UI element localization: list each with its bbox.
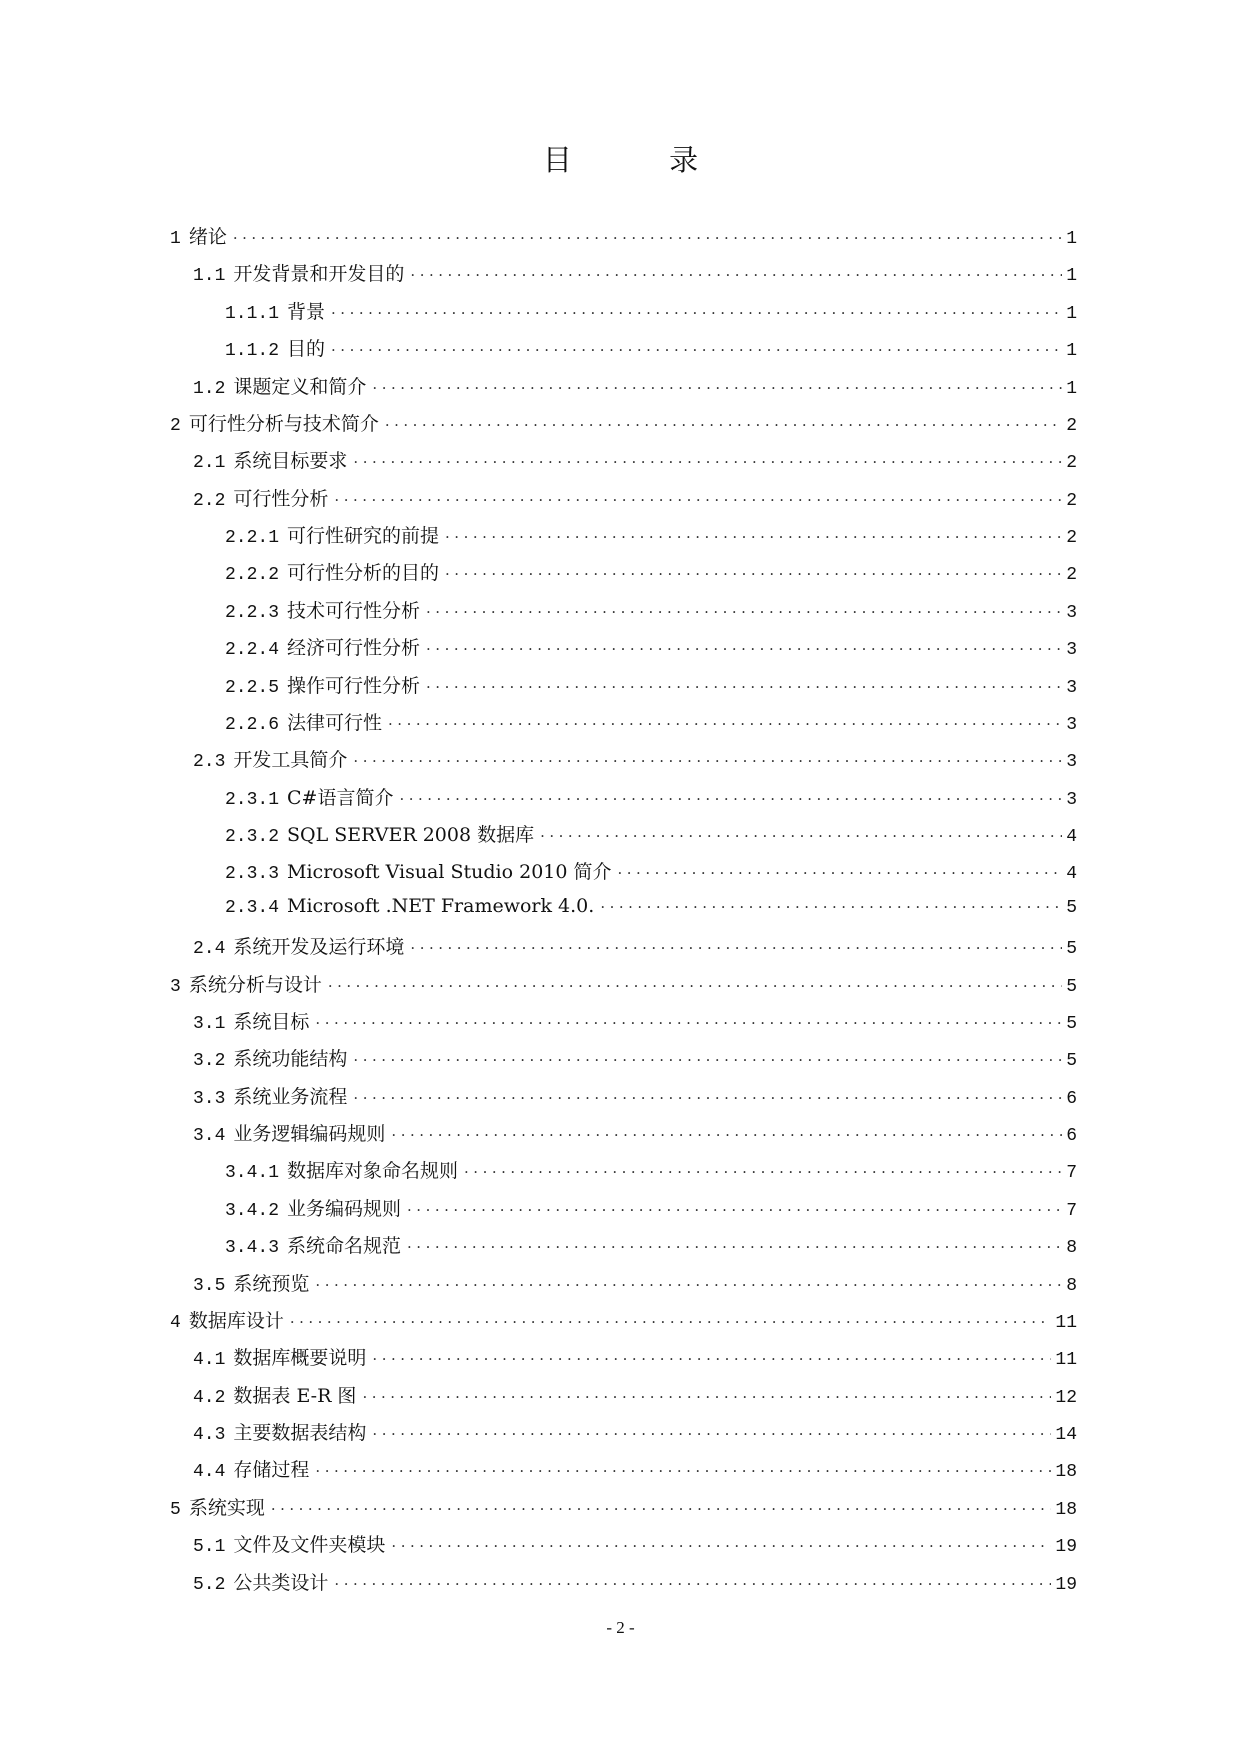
toc-entry-page: 5 xyxy=(1066,976,1077,997)
toc-dot-leader xyxy=(426,603,1062,621)
page-title: 目 录 xyxy=(542,143,743,177)
toc-entry-page: 3 xyxy=(1066,752,1077,773)
toc-entry-title: 可行性分析 xyxy=(233,487,329,510)
toc-entry[interactable] xyxy=(170,708,1077,745)
toc-entry-number: 3.4.3 xyxy=(225,1238,280,1259)
toc-entry-title: 目的 xyxy=(287,338,326,361)
toc-entry-page: 1 xyxy=(1066,378,1077,399)
toc-entry[interactable] xyxy=(170,1568,1077,1605)
toc-entry-number: 4.3 xyxy=(193,1425,226,1445)
toc-entry[interactable] xyxy=(170,745,1077,782)
toc-entry[interactable] xyxy=(170,484,1077,521)
toc-entry-title: 开发背景和开发目的 xyxy=(233,263,405,286)
toc-entry-page: 6 xyxy=(1066,1088,1077,1109)
toc-entry-page: 4 xyxy=(1066,827,1077,847)
toc-entry[interactable] xyxy=(170,1231,1077,1268)
toc-entry-title: 数据库设计 xyxy=(188,1309,284,1332)
toc-entry-title: 系统命名规范 xyxy=(287,1235,402,1258)
toc-entry-page: 4 xyxy=(1066,864,1077,885)
toc-entry-page: 8 xyxy=(1066,1238,1077,1259)
toc-dot-leader xyxy=(315,1014,1062,1032)
toc-entry[interactable] xyxy=(170,1269,1077,1306)
toc-dot-leader xyxy=(315,1462,1051,1480)
toc-entry[interactable] xyxy=(170,1530,1077,1567)
page-number: - 2 - xyxy=(606,1618,635,1637)
toc-dot-leader xyxy=(391,1126,1062,1144)
toc-dot-leader xyxy=(410,266,1062,284)
toc-entry-page: 5 xyxy=(1066,897,1077,918)
toc-entry-number: 3.4.2 xyxy=(225,1200,280,1221)
toc-entry-title: 文件及文件夹模块 xyxy=(233,1534,386,1557)
toc-entry[interactable] xyxy=(170,521,1077,558)
toc-entry-title: 可行性研究的前提 xyxy=(287,525,440,547)
toc-dot-leader xyxy=(407,1201,1062,1219)
toc-entry-title: 背景 xyxy=(287,300,326,323)
toc-entry[interactable] xyxy=(170,1381,1077,1418)
toc-entry-number: 1 xyxy=(170,229,181,249)
toc-entry[interactable] xyxy=(170,222,1077,259)
toc-entry-page: 18 xyxy=(1055,1499,1077,1520)
toc-entry[interactable] xyxy=(170,1119,1077,1156)
toc-entry-number: 2.2.2 xyxy=(225,565,280,586)
toc-entry-number: 4.4 xyxy=(193,1462,226,1483)
toc-entry-page: 2 xyxy=(1066,490,1077,511)
toc-entry-number: 2.3.3 xyxy=(225,864,280,885)
toc-entry-page: 2 xyxy=(1066,453,1077,474)
toc-entry[interactable] xyxy=(170,633,1077,670)
toc-dot-leader xyxy=(331,341,1062,359)
toc-dot-leader xyxy=(362,1388,1051,1406)
toc-entry-page: 5 xyxy=(1066,1013,1077,1034)
toc-entry-page: 11 xyxy=(1055,1312,1077,1333)
toc-entry-number: 2.3.4 xyxy=(225,897,280,918)
toc-entry[interactable] xyxy=(170,1306,1077,1343)
toc-entry-title: 系统业务流程 xyxy=(233,1085,348,1108)
toc-entry[interactable] xyxy=(170,1418,1077,1455)
toc-entry-title: 法律可行性 xyxy=(287,711,383,734)
toc-entry[interactable] xyxy=(170,409,1077,446)
toc-dot-leader xyxy=(618,864,1063,882)
toc-dot-leader xyxy=(331,304,1062,322)
toc-entry-page: 19 xyxy=(1055,1537,1077,1558)
toc-entry-title: 技术可行性分析 xyxy=(287,599,421,622)
toc-entry-title: 业务逻辑编码规则 xyxy=(233,1123,386,1145)
toc-dot-leader xyxy=(353,1089,1062,1107)
toc-dot-leader xyxy=(426,678,1062,696)
toc-entry-title: 可行性分析与技术简介 xyxy=(188,412,379,435)
toc-entry[interactable] xyxy=(170,1082,1077,1119)
toc-entry-title: SQL SERVER 2008 数据库 xyxy=(287,824,535,846)
toc-entry-title: 系统目标要求 xyxy=(233,450,348,473)
toc-entry[interactable] xyxy=(170,857,1077,894)
toc-entry[interactable] xyxy=(170,970,1077,1007)
toc-entry-page: 3 xyxy=(1066,789,1077,810)
toc-entry-number: 3 xyxy=(170,976,181,997)
toc-entry[interactable] xyxy=(170,783,1077,820)
toc-entry[interactable] xyxy=(170,932,1077,969)
toc-entry-number: 2.4 xyxy=(193,939,226,960)
toc-entry-page: 7 xyxy=(1066,1200,1077,1221)
toc-entry-number: 3.2 xyxy=(193,1051,226,1072)
toc-entry-page: 7 xyxy=(1066,1163,1077,1184)
toc-entry[interactable] xyxy=(170,259,1077,296)
toc-entry-page: 19 xyxy=(1055,1574,1077,1595)
toc-entry-page: 5 xyxy=(1066,939,1077,960)
toc-dot-leader xyxy=(600,898,1062,916)
toc-entry-page: 2 xyxy=(1066,415,1077,436)
toc-entry-title: 业务编码规则 xyxy=(287,1197,402,1220)
toc-entry-number: 4.2 xyxy=(193,1387,226,1408)
toc-dot-leader xyxy=(407,1238,1062,1256)
toc-entry-number: 2.3 xyxy=(193,752,226,773)
toc-entry[interactable] xyxy=(170,1455,1077,1492)
toc-entry[interactable] xyxy=(170,558,1077,595)
toc-entry-number: 2.2.4 xyxy=(225,640,280,661)
toc-entry-title: 数据库概要说明 xyxy=(233,1347,367,1370)
toc-entry-page: 12 xyxy=(1055,1387,1077,1408)
toc-entry-number: 1.1 xyxy=(193,266,226,287)
toc-entry-page: 1 xyxy=(1066,266,1077,287)
table-of-contents xyxy=(170,222,1077,1605)
toc-entry[interactable] xyxy=(170,372,1077,409)
toc-entry-title: 系统实现 xyxy=(188,1496,265,1519)
toc-entry-page: 8 xyxy=(1066,1275,1077,1296)
toc-dot-leader xyxy=(540,827,1062,845)
toc-entry-title: 操作可行性分析 xyxy=(287,674,421,697)
toc-entry-title: 公共类设计 xyxy=(233,1571,329,1594)
toc-entry-title: 主要数据表结构 xyxy=(233,1422,367,1444)
toc-entry-page: 1 xyxy=(1066,303,1077,324)
toc-entry-number: 2.3.1 xyxy=(225,789,280,810)
toc-entry-number: 2 xyxy=(170,415,181,436)
toc-dot-leader xyxy=(328,977,1062,995)
toc-entry[interactable] xyxy=(170,297,1077,334)
toc-entry-number: 2.1 xyxy=(193,453,226,474)
toc-entry-number: 2.2.3 xyxy=(225,602,280,623)
toc-dot-leader xyxy=(385,416,1062,434)
toc-entry-page: 1 xyxy=(1066,229,1077,249)
toc-entry-title: 课题定义和简介 xyxy=(233,375,367,398)
toc-entry-title: 可行性分析的目的 xyxy=(287,562,440,585)
toc-entry-title: 系统功能结构 xyxy=(233,1048,348,1071)
toc-dot-leader xyxy=(399,790,1062,808)
toc-entry-title: Microsoft Visual Studio 2010 简介 xyxy=(287,861,612,884)
toc-dot-leader xyxy=(353,752,1062,770)
toc-dot-leader xyxy=(372,1425,1051,1443)
toc-entry-number: 4.1 xyxy=(193,1350,226,1371)
toc-entry-title: 经济可行性分析 xyxy=(287,637,421,660)
toc-entry[interactable] xyxy=(170,820,1077,857)
toc-entry-title: 存储过程 xyxy=(233,1459,310,1482)
toc-entry-title: 数据表 E-R 图 xyxy=(233,1384,357,1407)
toc-entry-number: 2.2 xyxy=(193,490,226,511)
toc-entry[interactable] xyxy=(170,671,1077,708)
toc-entry-page: 2 xyxy=(1066,528,1077,548)
toc-entry-page: 3 xyxy=(1066,602,1077,623)
toc-entry-number: 1.1.2 xyxy=(225,341,280,362)
toc-dot-leader xyxy=(233,229,1062,247)
toc-entry-page: 3 xyxy=(1066,640,1077,661)
toc-entry[interactable] xyxy=(170,334,1077,371)
toc-entry-title: C#语言简介 xyxy=(287,786,394,809)
toc-dot-leader xyxy=(334,1575,1051,1593)
toc-dot-leader xyxy=(445,528,1062,546)
toc-dot-leader xyxy=(334,491,1062,509)
toc-entry-title: 系统开发及运行环境 xyxy=(233,936,405,959)
toc-entry[interactable] xyxy=(170,1007,1077,1044)
toc-entry-number: 2.2.1 xyxy=(225,528,280,548)
toc-entry-number: 2.3.2 xyxy=(225,827,280,847)
toc-dot-leader xyxy=(271,1500,1052,1518)
toc-entry-number: 5.2 xyxy=(193,1574,226,1595)
toc-entry[interactable] xyxy=(170,446,1077,483)
toc-dot-leader xyxy=(315,1276,1062,1294)
toc-entry-number: 2.2.5 xyxy=(225,677,280,698)
toc-entry[interactable] xyxy=(170,1156,1077,1193)
toc-dot-leader xyxy=(372,1350,1051,1368)
toc-dot-leader xyxy=(290,1313,1052,1331)
toc-entry-title: 系统目标 xyxy=(233,1010,310,1033)
toc-dot-leader xyxy=(410,939,1062,957)
toc-entry-title: 系统分析与设计 xyxy=(188,973,322,996)
toc-entry-number: 2.2.6 xyxy=(225,714,280,735)
toc-entry-page: 3 xyxy=(1066,714,1077,735)
toc-entry-number: 3.3 xyxy=(193,1088,226,1109)
toc-entry[interactable] xyxy=(170,1044,1077,1081)
toc-dot-leader xyxy=(388,715,1062,733)
toc-dot-leader xyxy=(391,1537,1051,1555)
toc-dot-leader xyxy=(372,379,1062,397)
toc-entry-title: 开发工具简介 xyxy=(233,749,348,772)
toc-entry-page: 3 xyxy=(1066,677,1077,698)
toc-entry-number: 5 xyxy=(170,1499,181,1520)
toc-entry-title: Microsoft .NET Framework 4.0. xyxy=(287,894,595,917)
toc-entry-title: 数据库对象命名规则 xyxy=(287,1160,459,1183)
toc-entry-title: 绪论 xyxy=(188,226,227,248)
toc-entry-number: 4 xyxy=(170,1312,181,1333)
toc-dot-leader xyxy=(353,453,1062,471)
toc-entry-page: 18 xyxy=(1055,1462,1077,1483)
toc-dot-leader xyxy=(353,1051,1062,1069)
toc-dot-leader xyxy=(445,565,1062,583)
toc-entry[interactable] xyxy=(170,1493,1077,1530)
toc-entry-number: 5.1 xyxy=(193,1537,226,1558)
toc-entry-number: 3.4 xyxy=(193,1126,226,1146)
toc-entry[interactable] xyxy=(170,1194,1077,1231)
toc-entry[interactable] xyxy=(170,1343,1077,1380)
toc-entry-title: 系统预览 xyxy=(233,1272,310,1295)
toc-entry-number: 1.1.1 xyxy=(225,303,280,324)
toc-entry-number: 3.4.1 xyxy=(225,1163,280,1184)
toc-dot-leader xyxy=(426,640,1062,658)
toc-dot-leader xyxy=(464,1163,1062,1181)
toc-entry-page: 5 xyxy=(1066,1051,1077,1072)
toc-entry-page: 1 xyxy=(1066,341,1077,362)
toc-entry-page: 6 xyxy=(1066,1126,1077,1146)
toc-entry-page: 14 xyxy=(1055,1425,1077,1445)
toc-entry[interactable] xyxy=(170,596,1077,633)
toc-entry-number: 1.2 xyxy=(193,378,226,399)
toc-entry-number: 3.5 xyxy=(193,1275,226,1296)
toc-entry[interactable] xyxy=(170,895,1077,932)
toc-entry-page: 11 xyxy=(1055,1350,1077,1371)
toc-entry-number: 3.1 xyxy=(193,1013,226,1034)
toc-entry-page: 2 xyxy=(1066,565,1077,586)
